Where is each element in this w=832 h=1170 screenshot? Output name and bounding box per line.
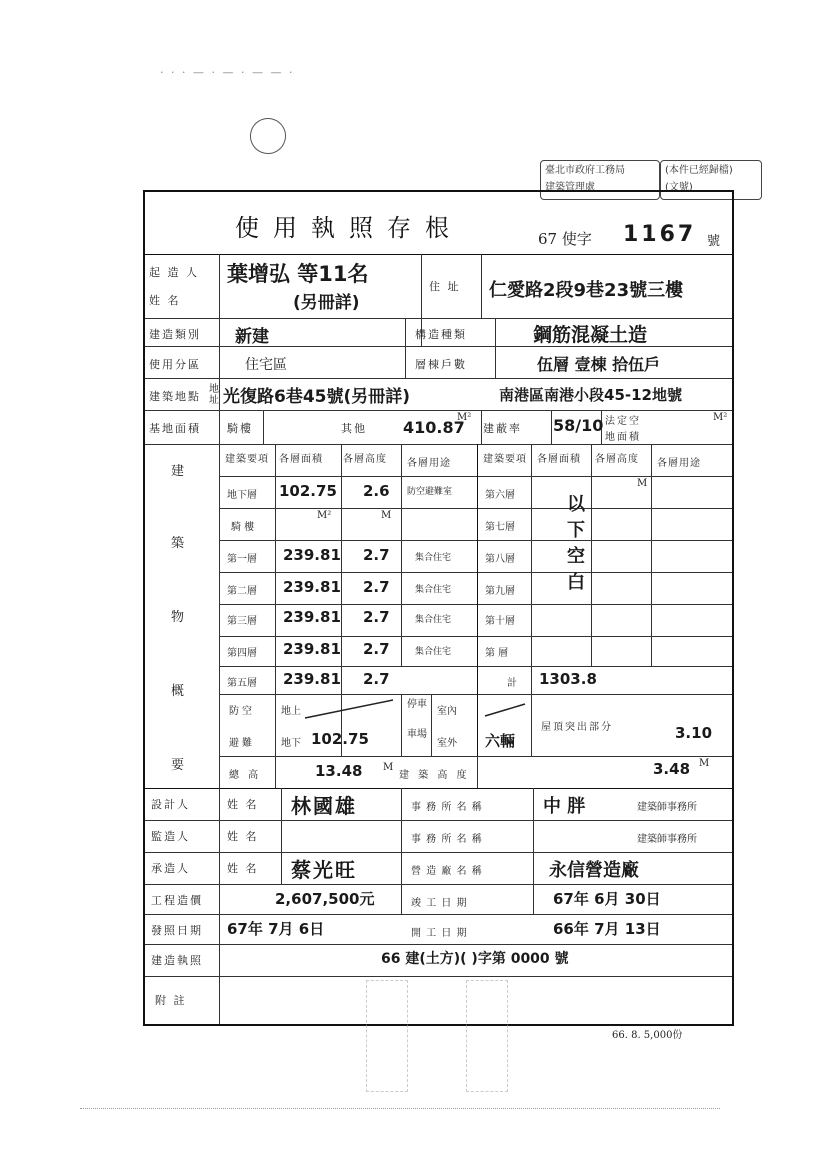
floor-name: 地下層	[227, 490, 257, 501]
shelter-label-1: 防空	[229, 706, 255, 717]
col-line	[481, 254, 482, 318]
designer-name-label: 姓 名	[227, 798, 259, 811]
faded-stamp	[466, 980, 508, 1092]
floor-height: 2.6	[363, 482, 390, 500]
col-line	[551, 410, 552, 444]
company-name: 永信營造廠	[549, 860, 639, 881]
floor-use: 集合住宅	[415, 553, 452, 563]
floor-name: 第九層	[485, 586, 515, 597]
shelter-below-label: 地下	[281, 738, 301, 749]
blank-note: 以下空白	[567, 494, 585, 593]
row-line	[219, 694, 732, 695]
floor-name: 計	[507, 678, 517, 689]
round-seal	[243, 111, 292, 160]
unit-m2: M²	[317, 510, 332, 521]
floor-name: 第 層	[485, 648, 509, 659]
col-line	[531, 444, 532, 694]
issue-label: 發照日期	[151, 924, 203, 937]
floors-label: 層棟戶數	[415, 358, 467, 371]
legal-unit: M²	[713, 412, 728, 423]
applicant-name-note: (另冊詳)	[293, 293, 360, 313]
header-left-2: 各層面積	[279, 454, 323, 465]
cost-value: 2,607,500元	[275, 890, 375, 908]
row-line	[145, 852, 732, 853]
supervisor-label: 監造人	[151, 830, 190, 843]
col-line	[219, 788, 220, 1024]
area-unit: M²	[457, 412, 472, 423]
col-line	[477, 756, 478, 788]
floor-name: 第三層	[227, 616, 257, 627]
col-line	[401, 694, 402, 756]
applicant-label-1: 起 造 人	[149, 266, 199, 279]
supervisor-office-label: 事 務 所 名 稱	[411, 834, 483, 845]
col-line	[401, 788, 402, 914]
permit-number-suffix: 號	[707, 234, 721, 249]
designer-name: 林國雄	[291, 794, 357, 818]
roof-value: 3.10	[675, 724, 713, 742]
contractor-label: 承造人	[151, 862, 190, 875]
floor-height: 2.7	[363, 546, 390, 564]
floor-use: 集合住宅	[415, 585, 452, 595]
coverage-label: 建蔽率	[483, 422, 522, 435]
header-right-2: 各層面積	[537, 454, 581, 465]
row-line	[219, 636, 732, 637]
area-value: 410.87	[403, 418, 465, 437]
col-line	[531, 694, 532, 756]
row-line	[145, 254, 732, 255]
col-line	[431, 694, 432, 756]
structure-value: 鋼筋混凝土造	[533, 324, 648, 346]
floor-use: 集合住宅	[415, 615, 452, 625]
use-zone-label: 使用分區	[149, 358, 201, 371]
row-line	[219, 756, 732, 757]
col-line	[219, 254, 220, 444]
address-label: 住 址	[429, 280, 461, 293]
permit-label: 建造執照	[151, 954, 203, 967]
floor-name: 第七層	[485, 522, 515, 533]
col-line	[263, 410, 264, 444]
header-left-4: 各層用途	[407, 458, 451, 469]
finish-value: 67年 6月 30日	[553, 890, 661, 908]
floor-name: 第五層	[227, 678, 257, 689]
floor-name: 第八層	[485, 554, 515, 565]
parking-label-1: 停車	[407, 699, 427, 710]
floor-name: 騎 樓	[231, 522, 255, 533]
shelter-above-dash	[301, 694, 401, 724]
address-value: 仁愛路2段9巷23號三樓	[489, 280, 684, 301]
col-line	[495, 318, 496, 378]
col-line	[477, 444, 478, 756]
parking-out-label: 室外	[437, 738, 457, 749]
site-value: 光復路6巷45號(另冊詳)	[223, 387, 411, 407]
area-label: 基地面積	[149, 422, 201, 435]
applicant-label-2: 姓 名	[149, 294, 181, 307]
floor-height: 2.7	[363, 640, 390, 658]
permit-number-prefix: 67 使字	[538, 230, 592, 248]
total-area: 1303.8	[539, 670, 597, 688]
category-label: 建造類別	[149, 328, 201, 341]
row-line	[219, 540, 732, 541]
floor-name: 第六層	[485, 490, 515, 501]
faded-stamp	[366, 980, 408, 1092]
parking-out-value: 六輛	[485, 732, 516, 750]
total-height-label: 總 高	[229, 770, 262, 781]
permit-value: 66 建(土方)( )字第 0000 號	[381, 951, 569, 967]
header-right-3: 各層高度	[595, 454, 639, 465]
category-value: 新建	[235, 327, 269, 347]
floor-name: 第十層	[485, 616, 515, 627]
bldg-height-value: 3.48	[653, 760, 691, 778]
row-line	[219, 572, 732, 573]
floor-area: 239.81	[283, 608, 341, 626]
area-sub2: 其他	[341, 422, 367, 435]
bldg-height-label: 建 築 高 度	[399, 770, 470, 781]
floor-name: 第一層	[227, 554, 257, 565]
col-line	[405, 318, 406, 378]
row-line	[145, 884, 732, 885]
side-label-5: 要	[171, 758, 185, 773]
floors-value: 伍層 壹棟 拾伍戶	[537, 355, 661, 374]
col-line	[401, 444, 402, 666]
floor-area: 239.81	[283, 578, 341, 596]
parking-in-dash	[481, 694, 531, 724]
header-left-3: 各層高度	[343, 454, 387, 465]
row-line	[145, 820, 732, 821]
row-line	[145, 444, 732, 445]
designer-office-label: 事 務 所 名 稱	[411, 802, 483, 813]
print-note: 66. 8. 5,000份	[612, 1030, 683, 1041]
parking-label-2: 車場	[407, 729, 427, 740]
legal-label-1: 法定空	[605, 416, 641, 427]
parking-in-label: 室內	[437, 706, 457, 717]
header-right-1: 建築要項	[483, 454, 527, 465]
row-line	[145, 944, 732, 945]
row-line	[219, 476, 732, 477]
floor-name: 第二層	[227, 586, 257, 597]
start-value: 66年 7月 13日	[553, 920, 661, 938]
row-line	[145, 318, 732, 319]
remarks-label: 附 註	[155, 994, 187, 1007]
designer-label: 設計人	[151, 798, 190, 811]
side-label-2: 築	[171, 536, 185, 551]
floor-height: 2.7	[363, 670, 390, 688]
col-line	[275, 444, 276, 788]
col-line	[591, 444, 592, 666]
col-line	[481, 410, 482, 444]
contractor-name-label: 姓 名	[227, 862, 259, 875]
company-label: 營 造 廠 名 稱	[411, 866, 483, 877]
start-label: 開 工 日 期	[411, 928, 468, 939]
site-label: 建築地點	[149, 390, 201, 403]
floor-area: 239.81	[283, 546, 341, 564]
designer-office-suffix: 建築師事務所	[637, 802, 697, 813]
applicant-name: 葉增弘 等11名	[227, 262, 369, 286]
unit-m-right: M	[637, 478, 648, 489]
contractor-name: 蔡光旺	[291, 858, 357, 882]
header-left-1: 建築要項	[225, 454, 269, 465]
floor-area: 239.81	[283, 670, 341, 688]
supervisor-name-label: 姓 名	[227, 830, 259, 843]
header-right-4: 各層用途	[657, 458, 701, 469]
row-line	[219, 604, 732, 605]
shelter-above-label: 地上	[281, 706, 301, 717]
row-line	[145, 914, 732, 915]
side-label-3: 物	[171, 610, 185, 625]
floor-name: 第四層	[227, 648, 257, 659]
use-zone-value: 住宅區	[245, 357, 287, 373]
col-line	[219, 444, 220, 788]
bottom-noise	[80, 1108, 720, 1109]
floor-use: 防空避難室	[407, 487, 453, 497]
side-label-4: 概	[171, 684, 185, 699]
coverage-value: 58/10	[553, 416, 604, 435]
legal-label-2: 地面積	[605, 432, 641, 443]
unit-m: M	[381, 510, 392, 521]
row-line	[145, 788, 732, 789]
finish-label: 竣 工 日 期	[411, 898, 468, 909]
area-sub1: 騎樓	[227, 422, 253, 435]
roof-label: 屋頂突出部分	[541, 722, 613, 733]
row-line	[219, 666, 732, 667]
site-section: 南港區南港小段45-12地號	[499, 386, 682, 404]
row-line	[219, 508, 732, 509]
form-title: 使用執照存根	[235, 214, 463, 242]
shelter-below-value: 102.75	[311, 730, 369, 748]
row-line	[145, 976, 732, 977]
designer-office: 中 胖	[543, 796, 586, 817]
col-line	[533, 788, 534, 914]
total-height-unit: M	[383, 762, 394, 773]
header-noise: · · · — · — · — — ·	[160, 66, 295, 79]
floor-use: 集合住宅	[415, 647, 452, 657]
col-line	[651, 444, 652, 666]
cost-label: 工程造價	[151, 894, 203, 907]
archive-stamp-right: (本件已經歸檔) (文號)	[660, 160, 762, 200]
side-label-1: 建	[171, 464, 185, 479]
structure-label: 構造種類	[415, 328, 467, 341]
bldg-height-unit: M	[699, 758, 710, 769]
issue-value: 67年 7月 6日	[227, 920, 325, 938]
supervisor-office-suffix: 建築師事務所	[637, 834, 697, 845]
permit-number: 1167	[623, 222, 697, 247]
permit-form	[143, 190, 734, 1026]
col-line	[281, 788, 282, 884]
total-height-value: 13.48	[315, 762, 363, 780]
row-line	[145, 410, 732, 411]
site-prefix: 地址	[209, 384, 219, 406]
archive-stamp-left: 臺北市政府工務局 建築管理處	[540, 160, 660, 200]
row-line	[145, 378, 732, 379]
floor-area: 102.75	[279, 482, 337, 500]
floor-area: 239.81	[283, 640, 341, 658]
floor-height: 2.7	[363, 608, 390, 626]
floor-height: 2.7	[363, 578, 390, 596]
shelter-label-2: 避難	[229, 738, 255, 749]
